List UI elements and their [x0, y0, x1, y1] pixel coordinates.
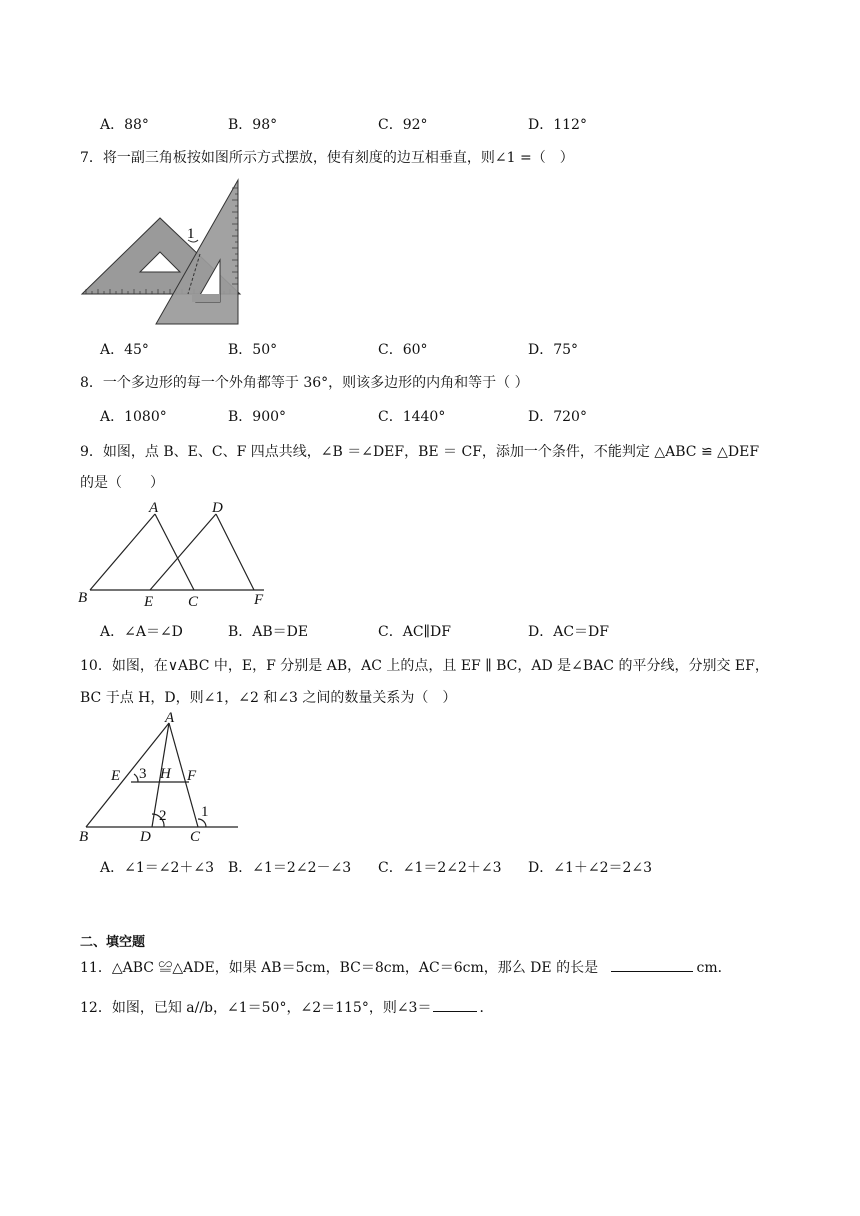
q8-option-c: C．1440° [378, 409, 446, 425]
q11-line [80, 957, 732, 977]
q12-line [80, 997, 493, 1017]
q10-stem-line2: BC 于点 H，D，则∠1，∠2 和∠3 之间的数量关系为（ ） [80, 690, 457, 706]
q9-option-b: B．AB＝DE [228, 624, 309, 640]
q10-label-d: D [140, 829, 151, 845]
q11-stem: 11．△ABC ≌△ADE，如果 AB＝5cm，BC＝8cm，AC＝6cm，那么 DE 的长是 [80, 960, 599, 976]
q10-option-a: A．∠1＝∠2＋∠3 [100, 860, 215, 876]
q9-figure-triangles [76, 498, 276, 610]
q10-label-b: B [79, 829, 89, 845]
q10-option-c: C．∠1＝2∠2＋∠3 [378, 860, 502, 876]
q10-label-3: 3 [139, 766, 147, 782]
q6-option-a: A．88° [100, 117, 149, 133]
q7-option-b: B．50° [228, 342, 278, 358]
q7-option-c: C．60° [378, 342, 428, 358]
q11-answer-blank[interactable] [611, 971, 693, 972]
q10-label-c: C [190, 829, 201, 845]
q9-stem-line1: 9．如图，点 B、E、C、F 四点共线，∠B ＝∠DEF，BE ＝ CF，添加一个条件，不能判定 △ABC ≌ △DEF [80, 444, 760, 460]
q7-option-a: A．45° [100, 342, 149, 358]
q10-label-f: F [187, 768, 197, 784]
q9-option-a: A．∠A＝∠D [100, 624, 183, 640]
q10-stem-line1: 10．如图，在∨ABC 中，E，F 分别是 AB，AC 上的点，且 EF ∥ BC，AD 是∠BAC 的平分线，分别交 EF， [80, 658, 769, 674]
q10-label-1: 1 [201, 804, 209, 820]
section-title-fill-blank: 二、填空题 [80, 935, 146, 950]
q10-label-a: A [165, 710, 175, 726]
q6-option-d: D．112° [528, 117, 587, 133]
q7-stem: 7．将一副三角板按如图所示方式摆放，使有刻度的边互相垂直，则∠1 =（ ） [80, 150, 574, 166]
q10-figure-triangle [76, 710, 246, 845]
q8-stem: 8．一个多边形的每一个外角都等于 36°，则该多边形的内角和等于（ ） [80, 375, 529, 391]
q6-option-b: B．98° [228, 117, 278, 133]
q9-stem-line2: 的是（ ） [80, 475, 164, 491]
q9-label-b: B [78, 590, 88, 606]
q8-option-d: D．720° [528, 409, 587, 425]
q9-label-c: C [188, 594, 199, 610]
q12-answer-blank[interactable] [433, 1011, 477, 1012]
q11-unit: cm． [696, 960, 732, 976]
q9-option-c: C．AC∥DF [378, 624, 451, 640]
q10-label-h: H [160, 766, 171, 782]
q10-label-2: 2 [159, 808, 167, 824]
q9-label-a: A [149, 500, 159, 516]
q12-end: ． [479, 1000, 494, 1016]
q10-label-e: E [111, 768, 121, 784]
q10-option-d: D．∠1＋∠2＝2∠3 [528, 860, 653, 876]
q7-figure-set-squares [80, 178, 245, 328]
q9-label-e: E [144, 594, 154, 610]
q6-option-c: C．92° [378, 117, 428, 133]
q12-stem: 12．如图，已知 a//b，∠1＝50°，∠2＝115°，则∠3＝ [80, 1000, 432, 1016]
q7-option-d: D．75° [528, 342, 579, 358]
q8-option-b: B．900° [228, 409, 287, 425]
q9-label-f: F [254, 592, 264, 608]
q9-label-d: D [212, 500, 223, 516]
q9-option-d: D．AC＝DF [528, 624, 609, 640]
q10-option-b: B．∠1＝2∠2－∠3 [228, 860, 352, 876]
q8-option-a: A．1080° [100, 409, 167, 425]
q7-angle-label: 1 [187, 226, 195, 242]
